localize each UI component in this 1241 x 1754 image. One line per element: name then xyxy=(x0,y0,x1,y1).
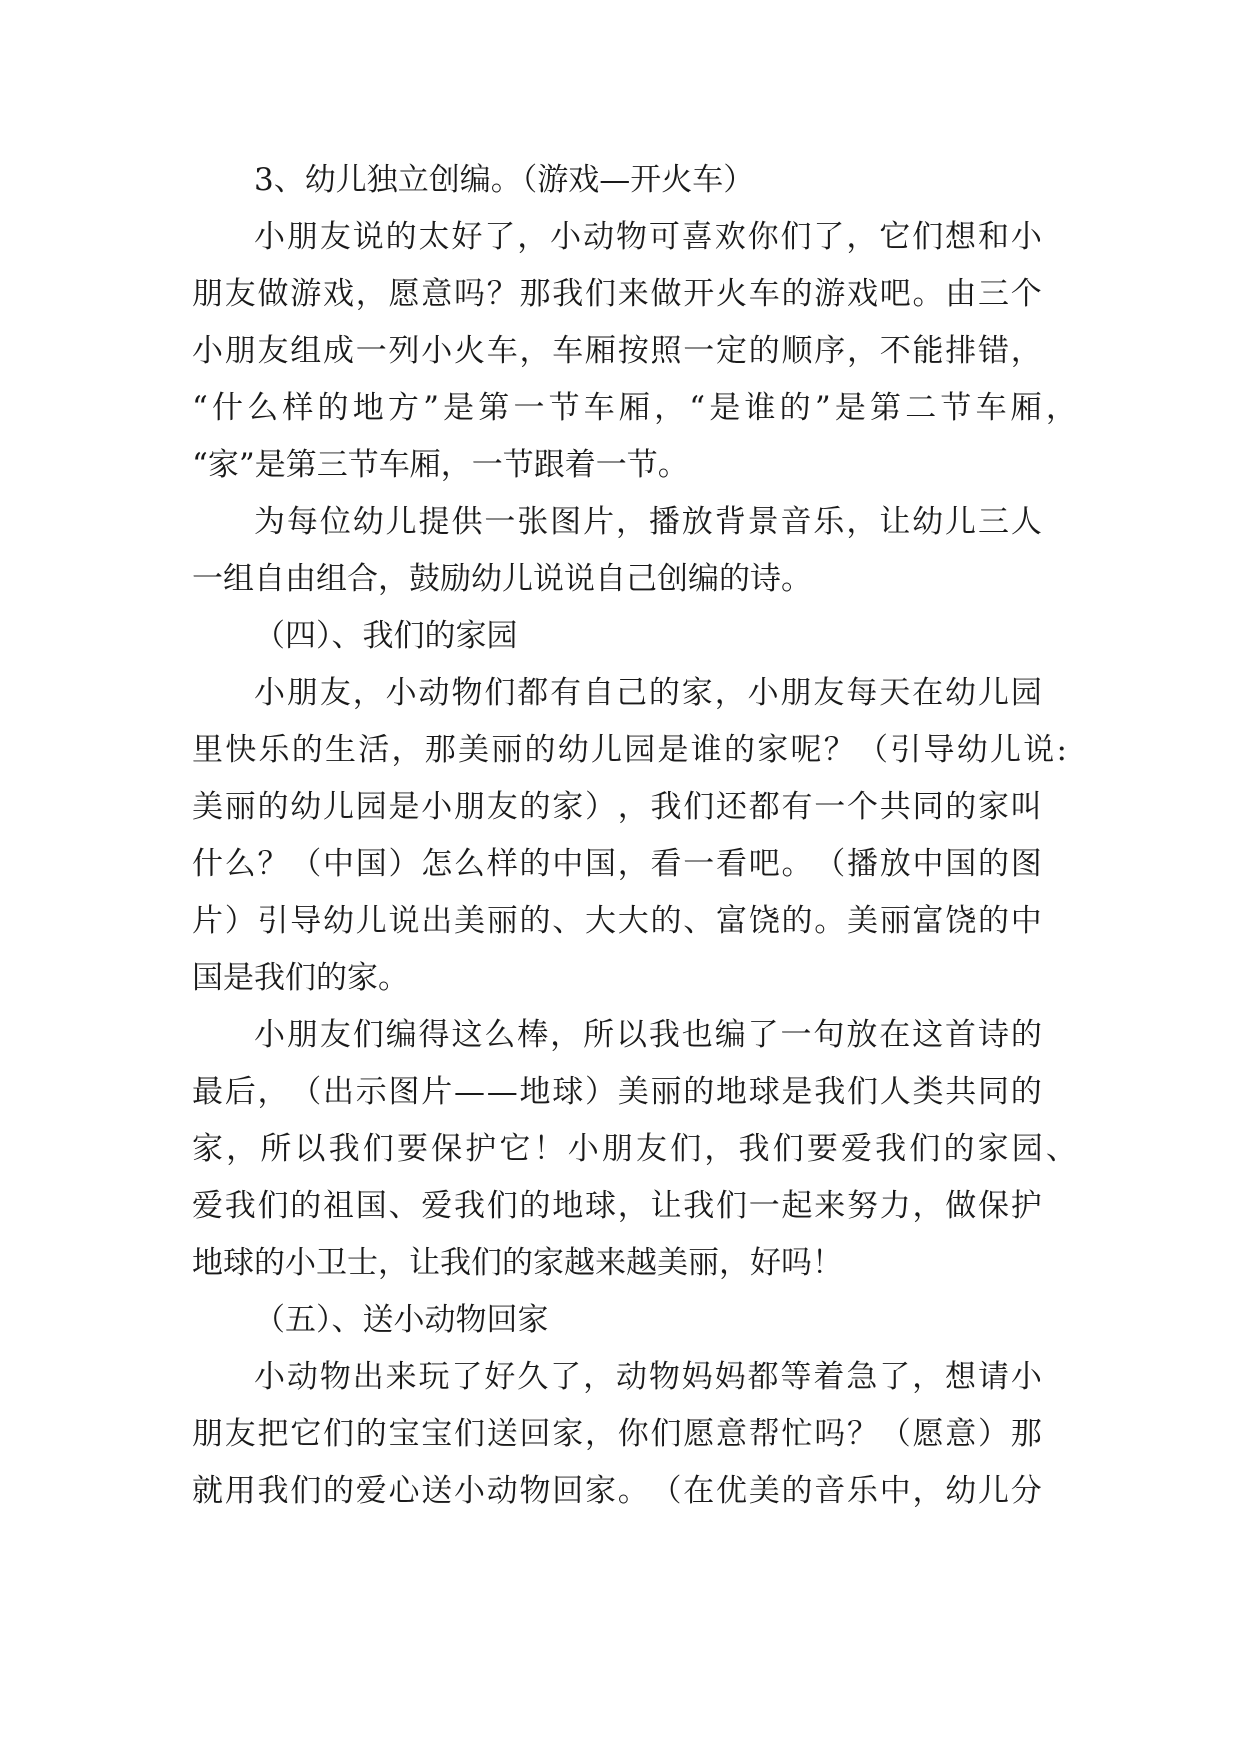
text-line-10: 小 朋 友 ， 小 动 物 们 都 有 自 己 的 家 ， 小 朋 友 每 天 在 幼 儿 园 xyxy=(254,675,1042,711)
text-line-7: 为 每 位 幼 儿 提 供 一 张 图 片 ， 播 放 背 景 音 乐 ， 让 幼 儿 三 人 xyxy=(254,504,1042,540)
text-line-11: 里 快 乐 的 生 活 ， 那 美 丽 的 幼 儿 园 是 谁 的 家 呢 ？ （ 引 导 幼 儿 说 : xyxy=(192,732,1067,768)
text-line-2: 小 朋 友 说 的 太 好 了 ， 小 动 物 可 喜 欢 你 们 了 ， 它 们 想 和 小 xyxy=(254,219,1042,255)
text-line-13: 什 么 ？ （ 中 国 ） 怎 么 样 的 中 国 ， 看 一 看 吧 。 （ 播 放 中 国 的 图 xyxy=(192,846,1042,882)
text-line-22: 小 动 物 出 来 玩 了 好 久 了 ， 动 物 妈 妈 都 等 着 急 了 ， 想 请 小 xyxy=(254,1359,1042,1395)
text-line-14: 片 ） 引 导 幼 儿 说 出 美 丽 的 、 大 大 的 、 富 饶 的 。 美 丽 富 饶 的 中 xyxy=(192,903,1042,939)
text-line-15: 国是我们的家。 xyxy=(192,960,409,996)
text-line-4: 小 朋 友 组 成 一 列 小 火 车 ， 车 厢 按 照 一 定 的 顺 序 ， 不 能 排 错 ， xyxy=(192,333,1042,369)
section-heading-4: （四）、我们的家园 xyxy=(254,618,518,654)
text-line-18: 家 ， 所 以 我 们 要 保 护 它 ！ 小 朋 友 们 ， 我 们 要 爱 我 们 的 家 园 、 xyxy=(192,1131,1077,1167)
text-line-12: 美 丽 的 幼 儿 园 是 小 朋 友 的 家 ） ， 我 们 还 都 有 一 个 共 同 的 家 叫 xyxy=(192,789,1042,825)
text-line-17: 最 后 ， （ 出 示 图 片 — — 地 球 ） 美 丽 的 地 球 是 我 们 人 类 共 同 的 xyxy=(192,1074,1042,1110)
text-line-23: 朋 友 把 它 们 的 宝 宝 们 送 回 家 ， 你 们 愿 意 帮 忙 吗 ？ （ 愿 意 ） 那 xyxy=(192,1416,1042,1452)
text-line-16: 小 朋 友 们 编 得 这 么 棒 ， 所 以 我 也 编 了 一 句 放 在 这 首 诗 的 xyxy=(254,1017,1042,1053)
text-line-3: 朋 友 做 游 戏 ， 愿 意 吗 ？ 那 我 们 来 做 开 火 车 的 游 戏 吧 。 由 三 个 xyxy=(192,276,1042,312)
text-line-6: “家”是第三节车厢，一节跟着一节。 xyxy=(192,447,689,483)
text-line-19: 爱 我 们 的 祖 国 、 爱 我 们 的 地 球 ， 让 我 们 一 起 来 努 力 ， 做 保 护 xyxy=(192,1188,1042,1224)
text-line-20: 地球的小卫士，让我们的家越来越美丽，好吗！ xyxy=(192,1245,843,1281)
section-heading-5: （五）、送小动物回家 xyxy=(254,1302,549,1338)
text-line-8: 一组自由组合，鼓励幼儿说说自己创编的诗。 xyxy=(192,561,812,597)
text-line-1: 3、幼儿独立创编。（游戏—开火车） xyxy=(254,162,755,198)
text-line-5: “ 什 么 样 的 地 方 ” 是 第 一 节 车 厢 ， “ 是 谁 的 ” 是 第 二 节 车 厢 ， xyxy=(192,390,1077,426)
text-line-24: 就 用 我 们 的 爱 心 送 小 动 物 回 家 。 （ 在 优 美 的 音 乐 中 ， 幼 儿 分 xyxy=(192,1473,1042,1509)
